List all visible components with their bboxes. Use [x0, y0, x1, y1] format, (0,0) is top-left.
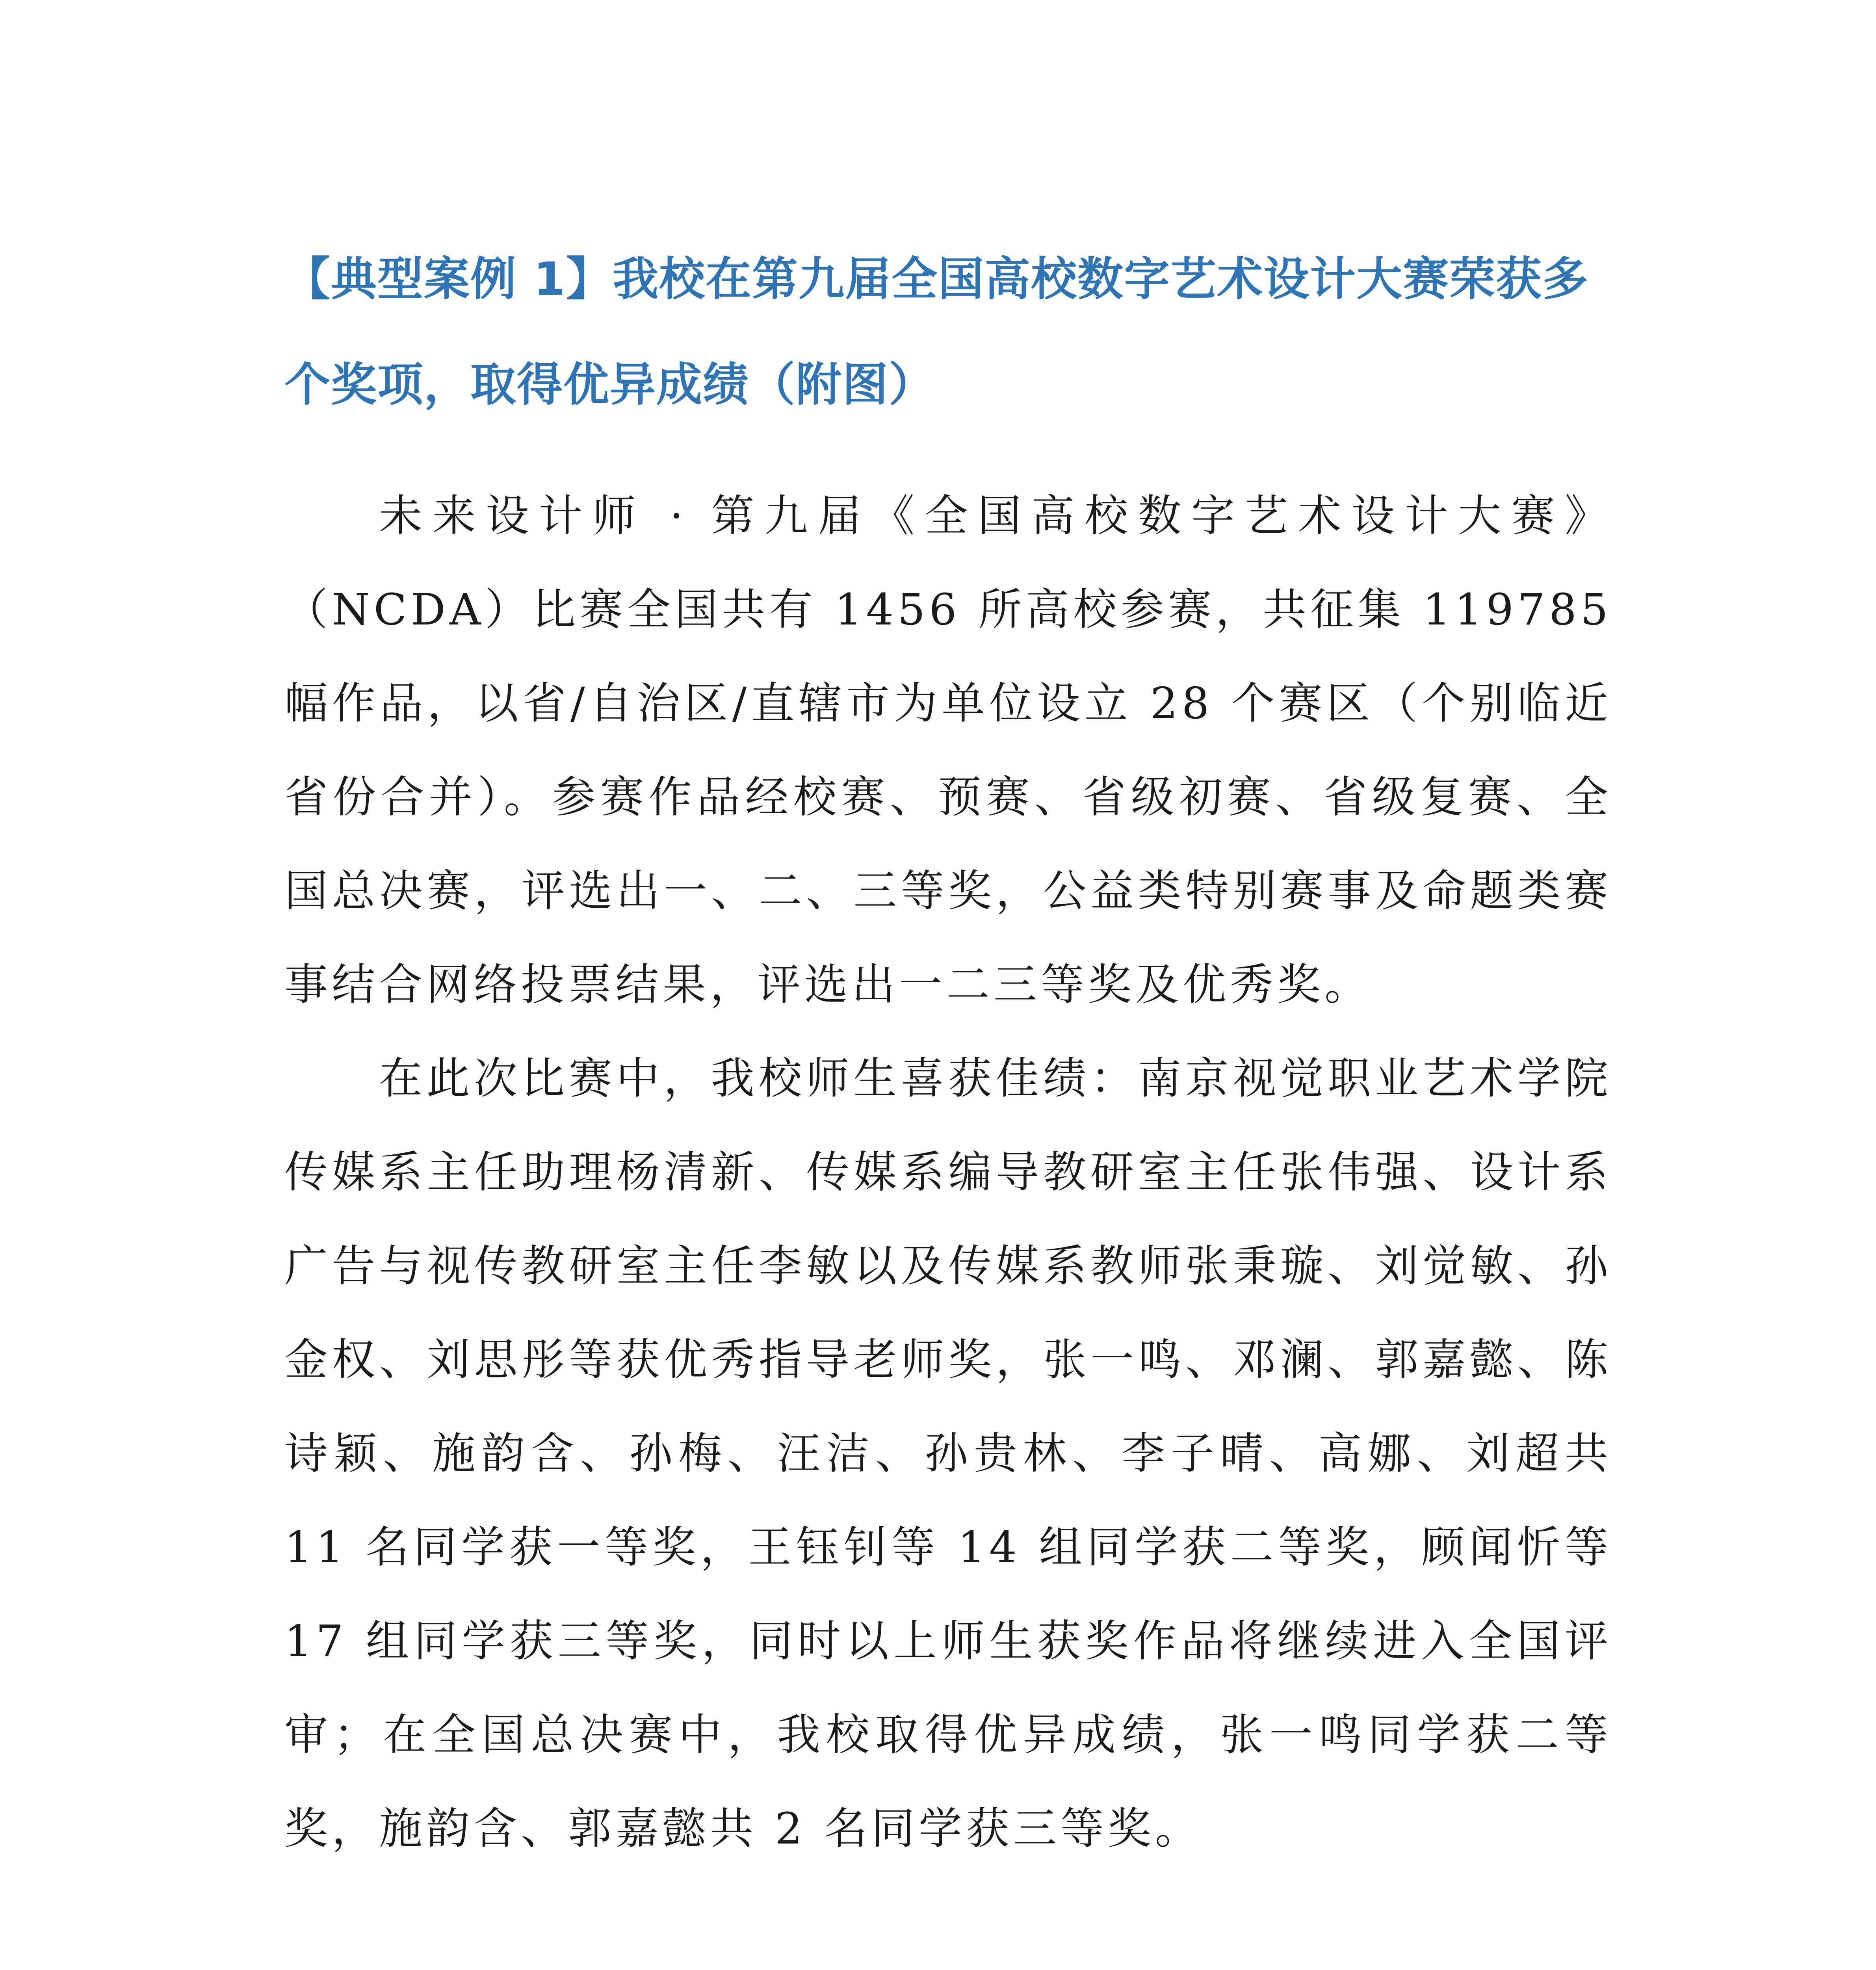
body-paragraph-1: 未来设计师 · 第九届《全国高校数字艺术设计大赛》（NCDA）比赛全国共有 1456 所高校参赛，共征集 119785 幅作品，以省/自治区/直辖市为单位设立 28 个赛区（个别临近省份合并）。参赛作品经校赛、预赛、省级初赛、省级复赛、全国总决赛，评选出一、二、三等奖，公益类特别赛事及命题类赛事结合网络投票结果，评选出一二三等奖及优秀奖。 [284, 491, 1612, 1010]
body-paragraph-2: 在此次比赛中，我校师生喜获佳绩：南京视觉职业艺术学院传媒系主任助理杨清新、传媒系编导教研室主任张伟强、设计系广告与视传教研室主任李敏以及传媒系教师张秉璇、刘觉敏、孙金权、刘思彤等获优秀指导老师奖，张一鸣、邓澜、郭嘉懿、陈诗颖、施韵含、孙梅、汪洁、孙贵林、李子晴、高娜、刘超共 11 名同学获一等奖，王钰钊等 14 组同学获二等奖，顾闻忻等 17 组同学获三等奖，同时以上师生获奖作品将继续进入全国评审；在全国总决赛中，我校取得优异成绩，张一鸣同学获二等奖，施韵含、郭嘉懿共 2 名同学获三等奖。 [284, 1053, 1612, 1854]
document-body [284, 469, 1612, 1875]
case-title: 【典型案例 1】我校在第九届全国高校数字艺术设计大赛荣获多个奖项，取得优异成绩（附图） [284, 253, 1589, 411]
